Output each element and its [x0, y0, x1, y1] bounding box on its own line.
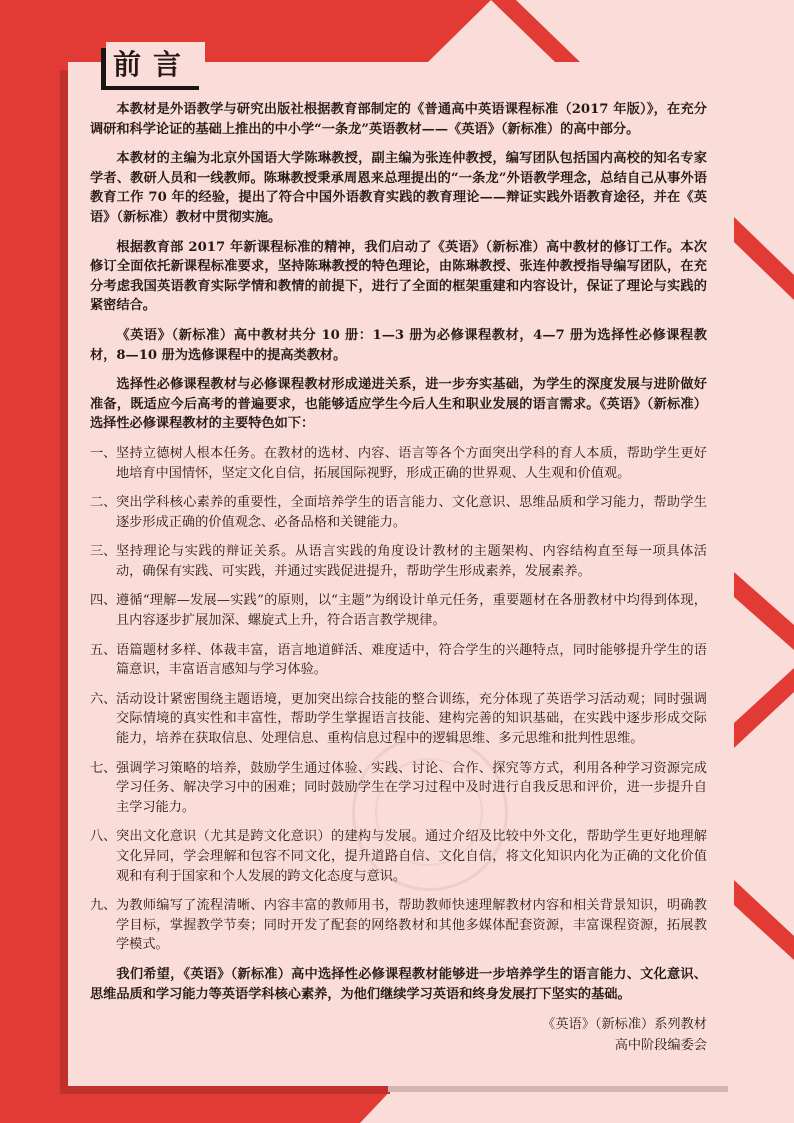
right-stripe-2 [734, 572, 794, 650]
feature-text: 活动设计紧密围绕主题语境，更加突出综合技能的整合训练，充分体现了英语学习活动观；同时强调交际情境的真实性和丰富性，帮助学生掌握语言技能、建构完善的知识基础，在实践中逐步形成交际能力，培养在获取信息、处理信息、重构信息过程中的逻辑思维、多元思维和批判性思维。 [116, 691, 707, 747]
feature-item [90, 827, 707, 886]
feature-number: 七、 [90, 760, 117, 776]
feature-text: 坚持理论与实践的辩证关系。从语言实践的角度设计教材的主题架构、内容结构直至每一项具体活动，确保有实践、可实践，并通过实践促进提升，帮助学生形成素养，发展素养。 [116, 544, 707, 579]
intro-paragraph: 本教材是外语教学与研究出版社根据教育部制定的《普通高中英语课程标准（2017 年版）》，在充分调研和科学论证的基础上推出的中小学“一条龙”英语教材——《英语》（新标准）的高中部分。 [90, 102, 707, 137]
feature-item [90, 493, 707, 532]
panel-shadow-bottom [60, 1086, 390, 1094]
feature-number: 二、 [90, 495, 117, 511]
feature-text: 遵循“理解—发展—实践”的原则，以“主题”为纲设计单元任务，重要题材在各册教材中均得到体现，且内容逐步扩展加深、螺旋式上升，符合语言教学规律。 [116, 593, 707, 629]
signature-line-2: 高中阶段编委会 [614, 1038, 707, 1054]
feature-text: 突出学科核心素养的重要性，全面培养学生的语言能力、文化意识、思维品质和学习能力，帮助学生逐步形成正确的价值观念、必备品格和关键能力。 [116, 495, 707, 530]
feature-item [90, 444, 707, 483]
preface-body [90, 100, 707, 1056]
feature-number: 五、 [90, 642, 117, 658]
intro-paragraph: 根据教育部 2017 年新课程标准的精神，我们启动了《英语》（新标准）高中教材的修订工作。本次修订全面依托新课程标准要求，坚持陈琳教授的特色理论，由陈琳教授、张连仲教授指导编写团队，在充分考虑我国英语教育实际学情和教情的前提下，进行了全面的框架重建和内容设计，保证了理论与实践的紧密结合。 [90, 239, 707, 314]
feature-number: 九、 [90, 898, 117, 914]
feature-item [90, 591, 707, 630]
feature-number: 六、 [90, 691, 117, 707]
feature-text: 坚持立德树人根本任务。在教材的选材、内容、语言等各个方面突出学科的育人本质，帮助学生更好地培育中国情怀，坚定文化自信，拓展国际视野，形成正确的世界观、人生观和价值观。 [116, 445, 707, 481]
feature-number: 八、 [90, 829, 117, 845]
feature-item [90, 542, 707, 581]
right-stripe-3 [734, 668, 794, 748]
intro-paragraph: 本教材的主编为北京外国语大学陈琳教授，副主编为张连仲教授，编写团队包括国内高校的知名专家学者、教研人员和一线教师。陈琳教授秉承周恩来总理提出的“一条龙”外语教学理念，总结自己从事外语教育工作 70 年的经验，提出了符合中国外语教育实践的教育理论——辩证实践外语教育途径，并在《英语》（新标准）教材中贯彻实施。 [90, 151, 707, 225]
closing-paragraph: 我们希望，《英语》（新标准）高中选择性必修课程教材能够进一步培养学生的语言能力、文化意识、思维品质和学习能力等英语学科核心素养，为他们继续学习英语和终身发展打下坚实的基础。 [90, 966, 707, 1002]
feature-item [90, 896, 707, 955]
feature-number: 一、 [90, 445, 117, 461]
feature-item [90, 690, 707, 749]
left-red-band [0, 0, 68, 1123]
feature-text: 为教师编写了流程清晰、内容丰富的教师用书，帮助教师快速理解教材内容和相关背景知识，明确教学目标，掌握教学节奏；同时开发了配套的网络教材和其他多媒体配套资源，丰富课程资源，拓展教学模式。 [116, 898, 707, 953]
right-stripe-1 [734, 217, 794, 300]
signature-line-1: 《英语》（新标准）系列教材 [542, 1017, 707, 1033]
top-red-stripe [491, 0, 580, 62]
panel-shadow-bottom-grey [388, 1086, 728, 1092]
feature-item [90, 759, 707, 818]
feature-text: 突出文化意识（尤其是跨文化意识）的建构与发展。通过介绍及比较中外文化，帮助学生更好地理解文化异同，学会理解和包容不同文化，提升道路自信、文化自信，将文化知识内化为正确的文化价值观和有利于国家和个人发展的跨文化态度与意识。 [116, 829, 707, 884]
intro-paragraph: 选择性必修课程教材与必修课程教材形成递进关系，进一步夯实基础，为学生的深度发展与进阶做好准备，既适应今后高考的普遍要求，也能够适应学生今后人生和职业发展的语言需求。《英语》（新标准）选择性必修课程教材的主要特色如下： [90, 377, 707, 432]
feature-text: 语篇题材多样、体裁丰富，语言地道鲜活、难度适中，符合学生的兴趣特点，同时能够提升学生的语篇意识，丰富语言感知与学习体验。 [116, 642, 707, 678]
feature-number: 三、 [90, 544, 117, 560]
feature-item [90, 641, 707, 680]
page-title: 前言 [113, 48, 194, 81]
intro-paragraph: 《英语》（新标准）高中教材共分 10 册：1—3 册为必修课程教材，4—7 册为选择性必修课程教材，8—10 册为选修课程中的提高类教材。 [90, 327, 707, 363]
feature-number: 四、 [90, 593, 117, 609]
feature-text: 强调学习策略的培养，鼓励学生通过体验、实践、讨论、合作、探究等方式，利用各种学习资源完成学习任务、解决学习中的困难；同时鼓励学生在学习过程中及时进行自我反思和评价，进一步提升自主学习能力。 [116, 760, 707, 815]
top-red-band [0, 0, 491, 62]
right-stripe-4 [734, 880, 794, 960]
panel-shadow-left [60, 70, 68, 1090]
